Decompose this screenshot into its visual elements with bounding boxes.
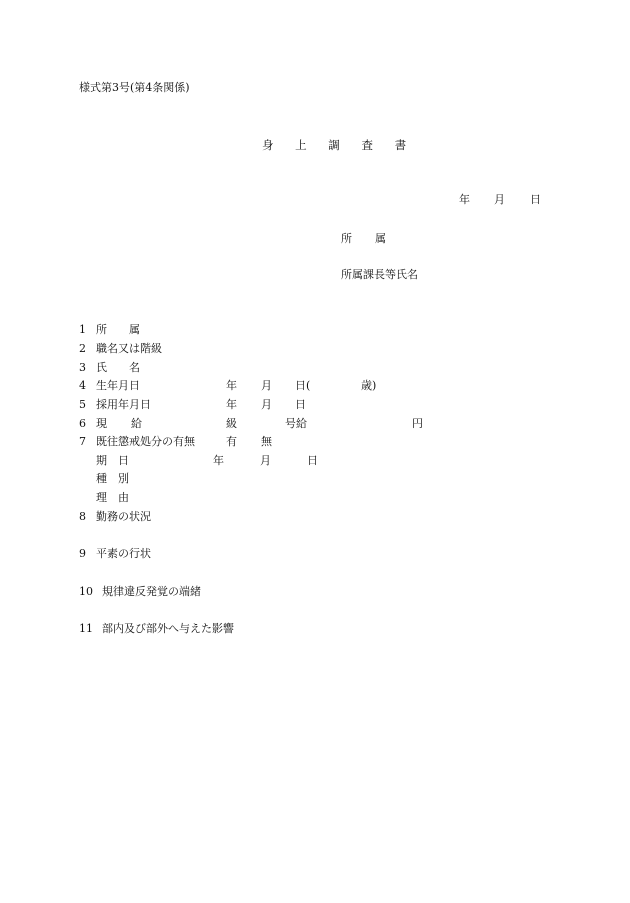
birthdate-age-label: 歳) [361, 379, 377, 392]
birthdate-month-label: 月 [261, 379, 272, 392]
item-hire-date-label: 採用年月日 [96, 398, 151, 411]
salary-yen-label: 円 [412, 417, 423, 430]
item-number: 7 [79, 435, 86, 448]
hire-date-day-label: 日 [295, 398, 306, 411]
item-affiliation-label: 所 属 [96, 323, 140, 336]
form-number: 様式第3号(第4条関係) [79, 81, 190, 94]
item-number: 11 [79, 622, 93, 635]
item-number: 9 [79, 547, 86, 560]
item-number: 10 [79, 585, 93, 598]
salary-grade-label: 級 [226, 417, 237, 430]
item-number: 4 [79, 379, 86, 392]
discipline-reason-label: 理 由 [96, 491, 129, 504]
item-discipline-label: 既往懲戒処分の有無 [96, 435, 195, 448]
header-chief-name-label: 所属課長等氏名 [341, 268, 418, 281]
item-number: 2 [79, 342, 86, 355]
discipline-yes-label: 有 [226, 435, 237, 448]
item-name-label: 氏 名 [96, 361, 140, 374]
hire-date-month-label: 月 [261, 398, 272, 411]
item-violation-label: 規律違反発覚の端緒 [102, 585, 201, 598]
item-number: 6 [79, 417, 86, 430]
item-number: 3 [79, 361, 86, 374]
discipline-day-label: 日 [307, 454, 318, 467]
date-year-label: 年 [459, 193, 470, 206]
item-position-label: 職名又は階級 [96, 342, 162, 355]
date-month-label: 月 [494, 193, 505, 206]
item-work-status-label: 勤務の状況 [96, 510, 151, 523]
date-day-label: 日 [530, 193, 541, 206]
item-salary-label-a: 現 [96, 417, 107, 430]
item-number: 8 [79, 510, 86, 523]
discipline-month-label: 月 [260, 454, 271, 467]
document-title: 身 上 調 査 書 [262, 138, 416, 152]
item-conduct-label: 平素の行状 [96, 547, 151, 560]
header-affiliation-label: 所 属 [341, 232, 392, 245]
item-birthdate-label: 生年月日 [96, 379, 140, 392]
discipline-type-label: 種 別 [96, 472, 129, 485]
item-number: 1 [79, 323, 86, 336]
birthdate-day-label: 日( [295, 379, 311, 392]
hire-date-year-label: 年 [226, 398, 237, 411]
item-salary-label-b: 給 [131, 417, 142, 430]
discipline-no-label: 無 [261, 435, 272, 448]
item-number: 5 [79, 398, 86, 411]
birthdate-year-label: 年 [226, 379, 237, 392]
discipline-period-label: 期 日 [96, 454, 129, 467]
salary-step-label: 号給 [285, 417, 307, 430]
item-impact-label: 部内及び部外へ与えた影響 [102, 622, 234, 635]
discipline-year-label: 年 [213, 454, 224, 467]
